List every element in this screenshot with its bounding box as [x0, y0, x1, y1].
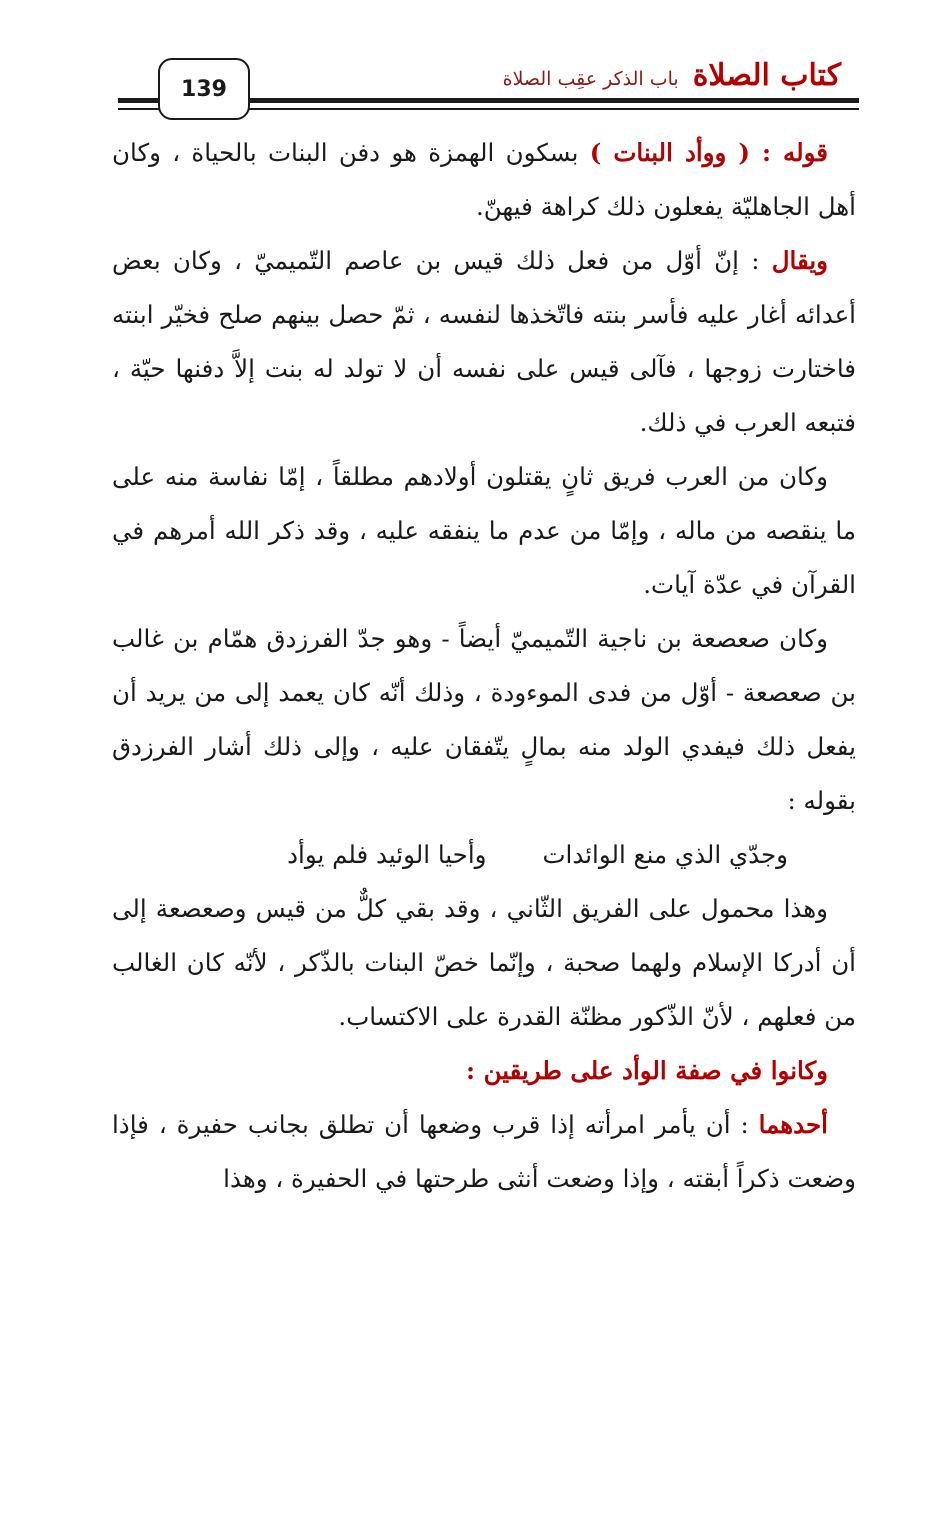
paragraph-1-text: بسكون الهمزة هو دفن البنات بالحياة ، وكان أهل الجاهليّة يفعلون ذلك كراهة فيهنّ. — [112, 138, 856, 221]
page-body — [112, 126, 856, 1206]
paragraph-5: وهذا محمول على الفريق الثّاني ، وقد بقي كلٌّ من قيس وصعصعة إلى أن أدركا الإسلام ولهما صحبة ، وإنّما خصّ البنات بالذّكر ، لأنّه كان الغالب من فعلهم ، لأنّ الذّكور مظنّة القدرة على الاكتساب. — [112, 894, 856, 1031]
paragraph-1 — [112, 126, 856, 234]
paragraph-1-lead: قوله : ( ووأد البنات ) — [589, 138, 829, 167]
paragraph-2-text: : إنّ أوّل من فعل ذلك قيس بن عاصم التّميميّ ، وكان بعض أعدائه أغار عليه فأسر بنته فاتّخذها لنفسه ، ثمّ حصل بينهم صلح فخيّر ابنته فاختارت زوجها ، فآلى قيس على نفسه أن لا تولد له بنت إلاَّ دفنها حيّة ، فتبعه العرب في ذلك. — [112, 246, 856, 437]
poetry-verse — [112, 828, 856, 882]
chapter-title: باب الذكر عقِب الصلاة — [502, 68, 679, 90]
paragraph-3: وكان من العرب فريق ثانٍ يقتلون أولادهم مطلقاً ، إمّا نفاسة منه على ما ينقصه من ماله ، وإمّا من عدم ما ينفقه عليه ، وقد ذكر الله أمرهم في القرآن في عدّة آيات. — [112, 462, 856, 599]
page-number: 139 — [158, 58, 250, 120]
verse-second-hemistich: وأحيا الوئيد فلم يوأد — [287, 840, 487, 869]
section-heading: وكانوا في صفة الوأد على طريقين : — [466, 1056, 828, 1085]
paragraph-6 — [112, 1098, 856, 1206]
book-title: كتاب الصلاة — [692, 58, 841, 93]
paragraph-2 — [112, 234, 856, 450]
running-header — [503, 58, 841, 93]
paragraph-6-lead: أحدهما — [758, 1110, 828, 1139]
paragraph-4: وكان صعصعة بن ناجية التّميميّ أيضاً - وهو جدّ الفرزدق همّام بن غالب بن صعصعة - أوّل من فدى الموءودة ، وذلك أنّه كان يعمد إلى من يريد أن يفعل ذلك فيفدي الولد منه بمالٍ يتّفقان عليه ، وإلى ذلك أشار الفرزدق بقوله : — [112, 624, 856, 815]
paragraph-6-text: : أن يأمر امرأته إذا قرب وضعها أن تطلق بجانب حفيرة ، فإذا وضعت ذكراً أبقته ، وإذا وضعت أنثى طرحتها في الحفيرة ، وهذا — [112, 1110, 856, 1193]
paragraph-2-lead: ويقال — [771, 246, 828, 275]
verse-first-hemistich: وجدّي الذي منع الوائدات — [542, 840, 788, 869]
